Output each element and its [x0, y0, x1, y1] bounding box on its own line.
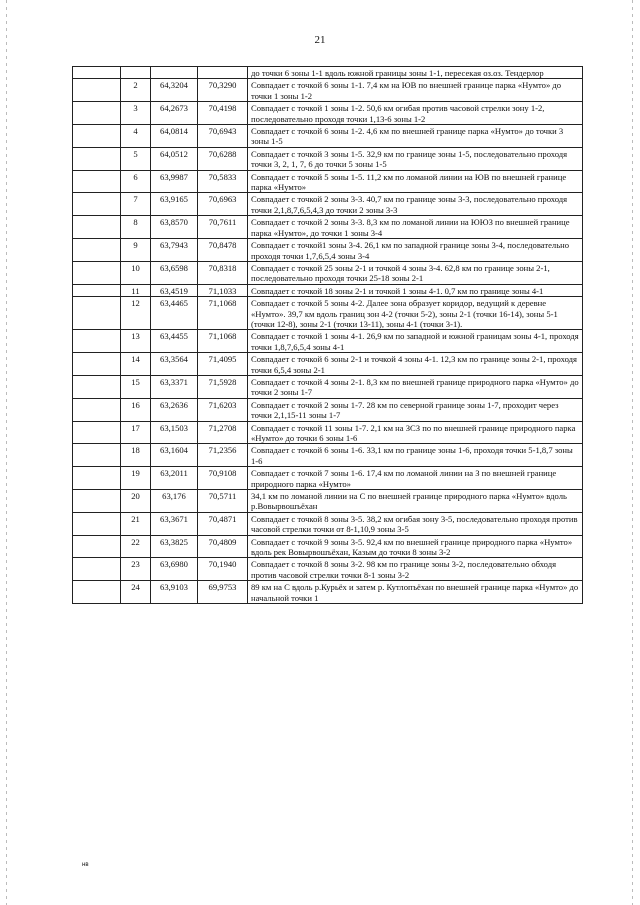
cell-point-number: 3 — [121, 102, 151, 125]
cell-latitude: 64,3204 — [151, 79, 198, 102]
cell-blank — [73, 147, 121, 170]
cell-point-number: 9 — [121, 239, 151, 262]
cell-blank — [73, 375, 121, 398]
table-row — [73, 421, 583, 444]
cell-point-number: 16 — [121, 398, 151, 421]
cell-longitude: 70,8478 — [198, 239, 248, 262]
table-row — [73, 467, 583, 490]
cell-point-number — [121, 67, 151, 79]
cell-description: Совпадает с точкой 6 зоны 1-2. 4,6 км по внешней границе парка «Нумто» до точки 3 зоны 1-5 — [248, 125, 583, 148]
cell-description: Совпадает с точкой 2 зоны 1-7. 28 км по северной границе зоны 1-7, проходит через точки 2,1,15-11 зоны 1-7 — [248, 398, 583, 421]
cell-blank — [73, 581, 121, 604]
table-row — [73, 297, 583, 330]
cell-latitude: 64,0814 — [151, 125, 198, 148]
cell-description: Совпадает с точкой 5 зоны 1-5. 11,2 км по ломаной линии на ЮВ по внешней границе парка «Нумто» — [248, 170, 583, 193]
cell-latitude — [151, 67, 198, 79]
cell-description: Совпадает с точкой 6 зоны 1-1. 7,4 км на ЮВ по внешней границе парка «Нумто» до точки 1 зоны 1-2 — [248, 79, 583, 102]
cell-description: Совпадает с точкой 7 зоны 1-6. 17,4 км по ломаной линии на З по внешней границе природного парка «Нумто» — [248, 467, 583, 490]
table-row — [73, 353, 583, 376]
cell-description: Совпадает с точкой 6 зоны 1-6. 33,1 км по границе зоны 1-6, проходя точки 5-1,8,7 зоны 1-6 — [248, 444, 583, 467]
cell-longitude: 70,6288 — [198, 147, 248, 170]
cell-blank — [73, 284, 121, 296]
cell-latitude: 63,2011 — [151, 467, 198, 490]
cell-latitude: 63,8570 — [151, 216, 198, 239]
cell-latitude: 63,6980 — [151, 558, 198, 581]
cell-description: Совпадает с точкой 1 зоны 1-2. 50,6 км огибая против часовой стрелки зону 1-2, последовательно проходя точки 1,13-6 зоны 1-2 — [248, 102, 583, 125]
cell-longitude: 71,1068 — [198, 297, 248, 330]
cell-point-number: 24 — [121, 581, 151, 604]
cell-description: Совпадает с точкой1 зоны 3-4. 26,1 км по западной границе зоны 3-4, последовательно проходя точки 1,7,6,5,4 зоны 3-4 — [248, 239, 583, 262]
table-row — [73, 170, 583, 193]
cell-longitude: 71,2708 — [198, 421, 248, 444]
cell-latitude: 63,4455 — [151, 330, 198, 353]
cell-blank — [73, 239, 121, 262]
cell-description: 89 км на С вдоль р.Курьёх и затем р. Кутлопъёхан по внешней границе парка «Нумто» до начальной точки 1 — [248, 581, 583, 604]
cell-description: Совпадает с точкой 4 зоны 2-1. 8,3 км по внешней границе природного парка «Нумто» до точки 2 зоны 1-7 — [248, 375, 583, 398]
cell-longitude: 70,6963 — [198, 193, 248, 216]
scan-edge-right — [632, 0, 633, 905]
cell-blank — [73, 170, 121, 193]
cell-blank — [73, 79, 121, 102]
cell-description: Совпадает с точкой 11 зоны 1-7. 2,1 км на ЗСЗ по по внешней границе природного парка «Нумто» до точки 6 зоны 1-6 — [248, 421, 583, 444]
cell-latitude: 63,4519 — [151, 284, 198, 296]
cell-blank — [73, 102, 121, 125]
cell-longitude: 71,6203 — [198, 398, 248, 421]
cell-point-number: 4 — [121, 125, 151, 148]
page-number: 21 — [314, 34, 326, 46]
scan-edge-left — [6, 0, 7, 905]
cell-point-number: 8 — [121, 216, 151, 239]
cell-latitude: 63,3564 — [151, 353, 198, 376]
cell-point-number: 10 — [121, 261, 151, 284]
cell-point-number: 15 — [121, 375, 151, 398]
table-row — [73, 398, 583, 421]
cell-point-number: 19 — [121, 467, 151, 490]
table-body — [73, 67, 583, 604]
cell-description: Совпадает с точкой 1 зоны 4-1. 26,9 км по западной и южной границам зоны 4-1, проходя точки 1,8,7,6,5,4 зоны 4-1 — [248, 330, 583, 353]
cell-latitude: 63,176 — [151, 490, 198, 513]
cell-point-number: 14 — [121, 353, 151, 376]
table-row — [73, 535, 583, 558]
cell-latitude: 63,3671 — [151, 512, 198, 535]
cell-blank — [73, 444, 121, 467]
cell-point-number: 7 — [121, 193, 151, 216]
cell-longitude: 71,1033 — [198, 284, 248, 296]
cell-longitude: 70,7611 — [198, 216, 248, 239]
cell-description: Совпадает с точкой 2 зоны 3-3. 8,3 км по ломаной линии на ЮЮЗ по внешней границе парка «Нумто», до точки 1 зоны 3-4 — [248, 216, 583, 239]
cell-blank — [73, 535, 121, 558]
cell-description: Совпадает с точкой 9 зоны 3-5. 92,4 км по внешней границе природного парка «Нумто» вдоль рек Вовырвошъёхан, Казым до точки 8 зоны 3-2 — [248, 535, 583, 558]
cell-description: Совпадает с точкой 3 зоны 1-5. 32,9 км по границе зоны 1-5, последовательно проходя точки 3, 2, 1, 7, 6 до точки 5 зоны 1-5 — [248, 147, 583, 170]
table-row — [73, 444, 583, 467]
cell-longitude: 71,2356 — [198, 444, 248, 467]
cell-blank — [73, 330, 121, 353]
cell-longitude: 70,4809 — [198, 535, 248, 558]
table-row — [73, 330, 583, 353]
cell-description: 34,1 км по ломаной линии на С по внешней границе природного парка «Нумто» вдоль р.Вовырвошъёхан — [248, 490, 583, 513]
footer-mark: нв — [82, 862, 89, 868]
table-row — [73, 125, 583, 148]
cell-point-number: 5 — [121, 147, 151, 170]
cell-longitude: 70,4871 — [198, 512, 248, 535]
table-row — [73, 102, 583, 125]
cell-longitude: 71,5928 — [198, 375, 248, 398]
cell-point-number: 6 — [121, 170, 151, 193]
cell-point-number: 18 — [121, 444, 151, 467]
table-row — [73, 193, 583, 216]
cell-latitude: 63,3371 — [151, 375, 198, 398]
cell-blank — [73, 193, 121, 216]
cell-description: Совпадает с точкой 8 зоны 3-2. 98 км по границе зоны 3-2, последовательно обходя против часовой стрелки точки 8-1 зоны 3-2 — [248, 558, 583, 581]
cell-blank — [73, 421, 121, 444]
table-row — [73, 239, 583, 262]
table-row — [73, 375, 583, 398]
table-row — [73, 67, 583, 79]
cell-latitude: 63,9165 — [151, 193, 198, 216]
table-row — [73, 79, 583, 102]
cell-latitude: 63,9987 — [151, 170, 198, 193]
cell-description: Совпадает с точкой 6 зоны 2-1 и точкой 4 зоны 4-1. 12,3 км по границе зоны 2-1, проходя точки 6,5,4 зоны 2-1 — [248, 353, 583, 376]
cell-latitude: 63,9103 — [151, 581, 198, 604]
cell-point-number: 20 — [121, 490, 151, 513]
cell-blank — [73, 512, 121, 535]
table-row — [73, 216, 583, 239]
table-row — [73, 490, 583, 513]
table-row — [73, 261, 583, 284]
cell-point-number: 12 — [121, 297, 151, 330]
cell-blank — [73, 398, 121, 421]
cell-latitude: 63,1604 — [151, 444, 198, 467]
cell-blank — [73, 261, 121, 284]
cell-blank — [73, 216, 121, 239]
cell-point-number: 17 — [121, 421, 151, 444]
table-row — [73, 512, 583, 535]
cell-description: Совпадает с точкой 8 зоны 3-5. 38,2 км огибая зону 3-5, последовательно проходя против часовой стрелки точки от 8-1,10,9 зоны 3-5 — [248, 512, 583, 535]
cell-latitude: 63,7943 — [151, 239, 198, 262]
cell-point-number: 13 — [121, 330, 151, 353]
cell-point-number: 22 — [121, 535, 151, 558]
cell-latitude: 63,3825 — [151, 535, 198, 558]
table-row — [73, 284, 583, 296]
cell-point-number: 23 — [121, 558, 151, 581]
cell-latitude: 64,0512 — [151, 147, 198, 170]
cell-longitude: 70,8318 — [198, 261, 248, 284]
cell-longitude: 71,4095 — [198, 353, 248, 376]
cell-longitude: 70,6943 — [198, 125, 248, 148]
cell-longitude: 70,5711 — [198, 490, 248, 513]
cell-latitude: 64,2673 — [151, 102, 198, 125]
cell-blank — [73, 297, 121, 330]
cell-latitude: 63,6598 — [151, 261, 198, 284]
cell-blank — [73, 67, 121, 79]
cell-description: Совпадает с точкой 2 зоны 3-3. 40,7 км по границе зоны 3-3, последовательно проходя точки 2,1,8,7,6,5,4,3 до точки 2 зоны 3-3 — [248, 193, 583, 216]
boundary-points-table — [72, 66, 583, 604]
table-row — [73, 147, 583, 170]
table-row — [73, 581, 583, 604]
cell-blank — [73, 467, 121, 490]
cell-blank — [73, 353, 121, 376]
cell-description: до точки 6 зоны 1-1 вдоль южной границы зоны 1-1, пересекая оз.оз. Тендерлор — [248, 67, 583, 79]
cell-point-number: 21 — [121, 512, 151, 535]
cell-longitude: 70,5833 — [198, 170, 248, 193]
cell-description: Совпадает с точкой 25 зоны 2-1 и точкой 4 зоны 3-4. 62,8 км по границе зоны 2-1, последовательно проходя точки 25-18 зоны 2-1 — [248, 261, 583, 284]
cell-longitude: 70,9108 — [198, 467, 248, 490]
cell-description: Совпадает с точкой 18 зоны 2-1 и точкой 1 зоны 4-1. 0,7 км по границе зоны 4-1 — [248, 284, 583, 296]
cell-latitude: 63,1503 — [151, 421, 198, 444]
cell-longitude: 71,1068 — [198, 330, 248, 353]
cell-latitude: 63,2636 — [151, 398, 198, 421]
cell-longitude: 69,9753 — [198, 581, 248, 604]
cell-blank — [73, 490, 121, 513]
cell-longitude — [198, 67, 248, 79]
cell-blank — [73, 558, 121, 581]
cell-description: Совпадает с точкой 5 зоны 4-2. Далее зона образует коридор, ведущий к деревне «Нумто». 39,7 км вдоль границ зон 4-2 (точки 5-2), зоны 2-1 (точки 16-14), зоны 5-1 (точки 12-8), зоны 2-1 (точки 13-11), зоны 4-1 (точки 3-1). — [248, 297, 583, 330]
cell-longitude: 70,3290 — [198, 79, 248, 102]
cell-longitude: 70,4198 — [198, 102, 248, 125]
cell-point-number: 11 — [121, 284, 151, 296]
cell-blank — [73, 125, 121, 148]
cell-point-number: 2 — [121, 79, 151, 102]
table-row — [73, 558, 583, 581]
cell-longitude: 70,1940 — [198, 558, 248, 581]
cell-latitude: 63,4465 — [151, 297, 198, 330]
